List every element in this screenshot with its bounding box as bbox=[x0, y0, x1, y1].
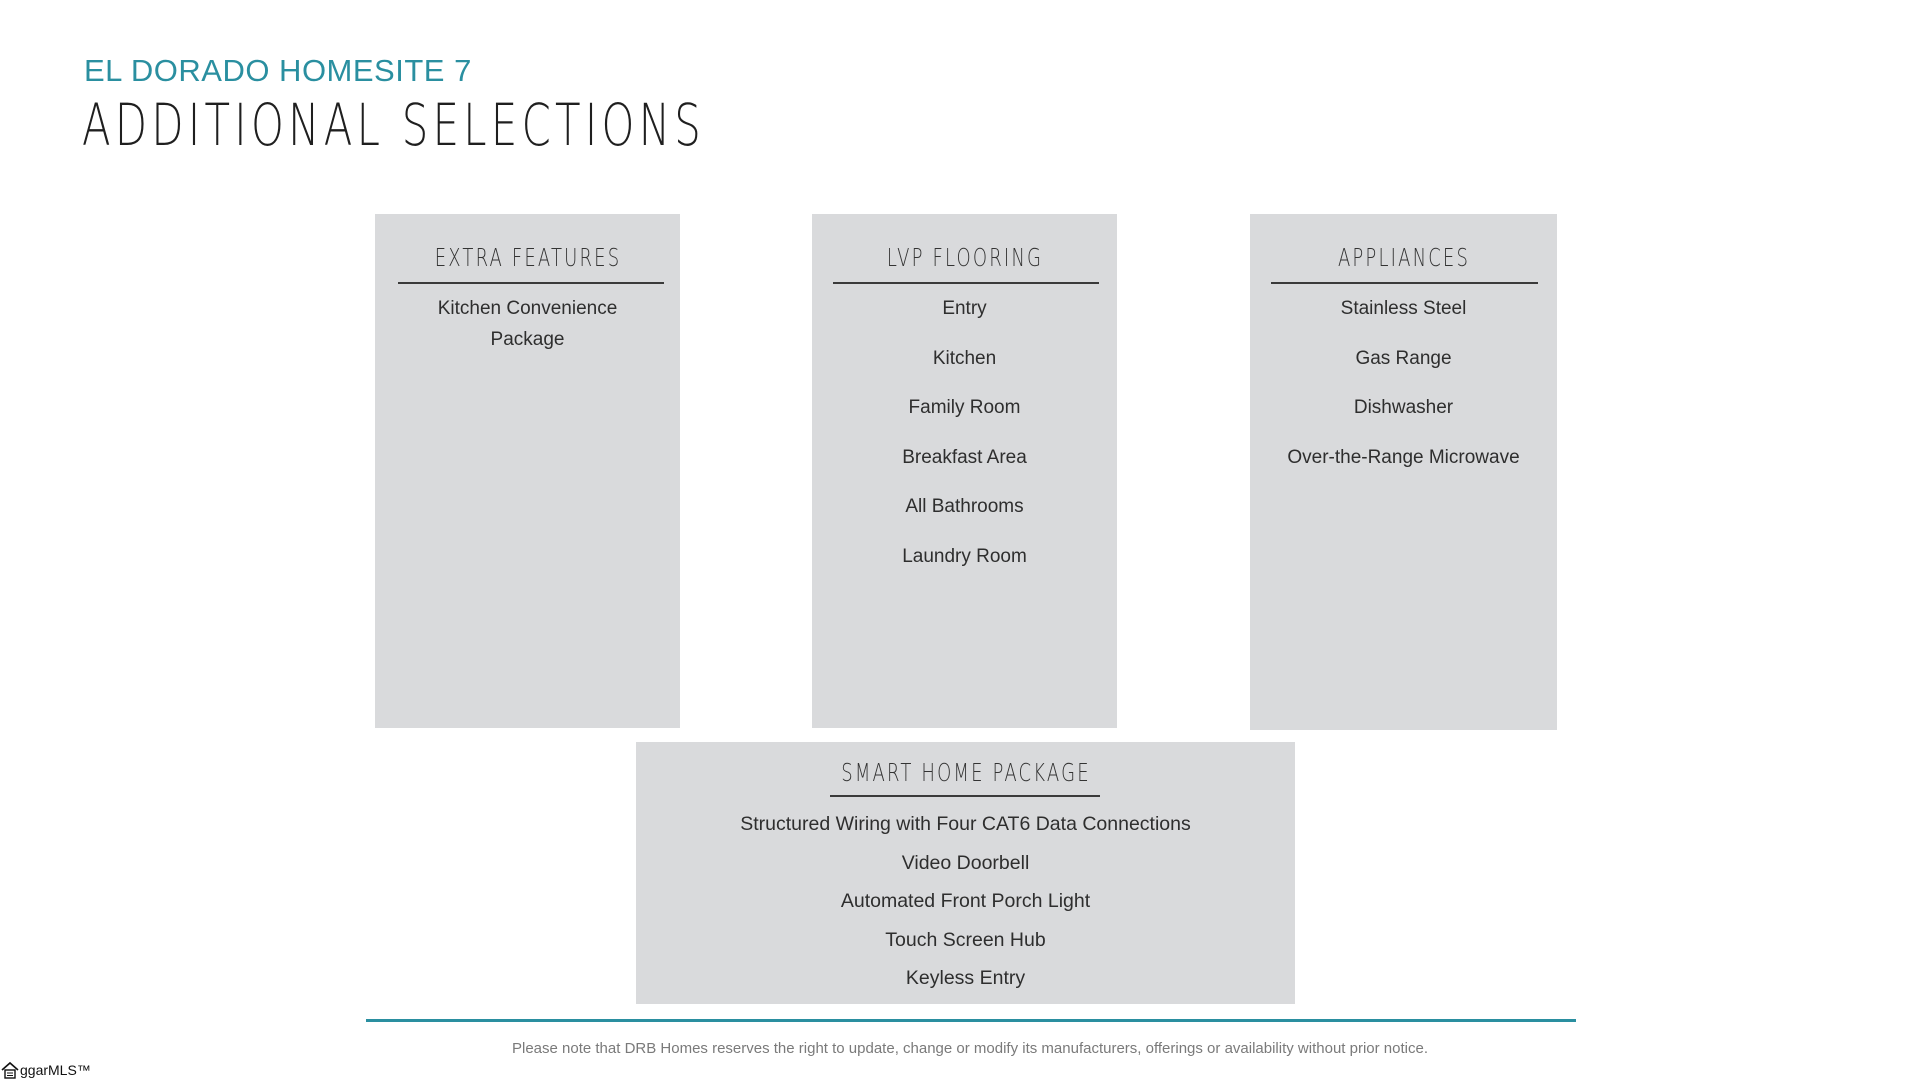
mls-logo-text: ggarMLS™ bbox=[20, 1062, 91, 1078]
lvp-flooring-title-text: LVP FLOORING bbox=[886, 243, 1043, 272]
appliances-title-text: APPLIANCES bbox=[1337, 243, 1470, 272]
list-item: Kitchen bbox=[932, 347, 997, 369]
extra-features-panel bbox=[375, 214, 680, 728]
appliances-title bbox=[1312, 243, 1495, 272]
mls-logo bbox=[0, 1060, 91, 1080]
page-title: ADDITIONAL SELECTIONS bbox=[82, 91, 706, 159]
list-item: Automated Front Porch Light bbox=[840, 890, 1091, 912]
list-item: Kitchen Convenience bbox=[437, 298, 618, 319]
smart-home-title bbox=[792, 758, 1138, 787]
extra-features-title bbox=[398, 243, 657, 272]
list-item: Family Room bbox=[908, 397, 1021, 418]
list-item: All Bathrooms bbox=[905, 496, 1024, 517]
house-icon bbox=[0, 1060, 20, 1080]
appliances-panel bbox=[1250, 214, 1557, 730]
list-item: Entry bbox=[942, 298, 987, 319]
extra-features-list bbox=[375, 293, 680, 355]
smart-home-title-text: SMART HOME PACKAGE bbox=[840, 758, 1091, 787]
smart-home-list bbox=[636, 805, 1295, 998]
list-item: Gas Range bbox=[1355, 347, 1452, 369]
lvp-flooring-list bbox=[812, 284, 1117, 581]
list-item: Laundry Room bbox=[902, 545, 1027, 567]
list-item: Touch Screen Hub bbox=[885, 928, 1046, 951]
list-item: Breakfast Area bbox=[902, 446, 1027, 468]
smart-home-panel bbox=[636, 742, 1295, 1004]
list-item: Dishwasher bbox=[1353, 397, 1454, 418]
disclaimer-note: Please note that DRB Homes reserves the right to update, change or modify its manufacturers, offerings or availability without prior notice. bbox=[511, 1040, 1428, 1057]
smart-home-divider bbox=[830, 795, 1100, 797]
list-item: Over-the-Range Microwave bbox=[1287, 446, 1520, 468]
list-item: Package bbox=[490, 329, 565, 350]
list-item: Structured Wiring with Four CAT6 Data Connections bbox=[740, 813, 1191, 835]
appliances-list bbox=[1250, 284, 1557, 482]
footer-divider bbox=[366, 1019, 1576, 1022]
lvp-flooring-title bbox=[856, 243, 1073, 272]
list-item: Stainless Steel bbox=[1340, 298, 1467, 319]
list-item: Video Doorbell bbox=[901, 851, 1030, 874]
extra-features-divider bbox=[398, 282, 664, 284]
homesite-subtitle: EL DORADO HOMESITE 7 bbox=[84, 53, 472, 88]
lvp-flooring-panel bbox=[812, 214, 1117, 728]
list-item: Keyless Entry bbox=[905, 967, 1026, 989]
extra-features-title-text: EXTRA FEATURES bbox=[434, 243, 621, 272]
